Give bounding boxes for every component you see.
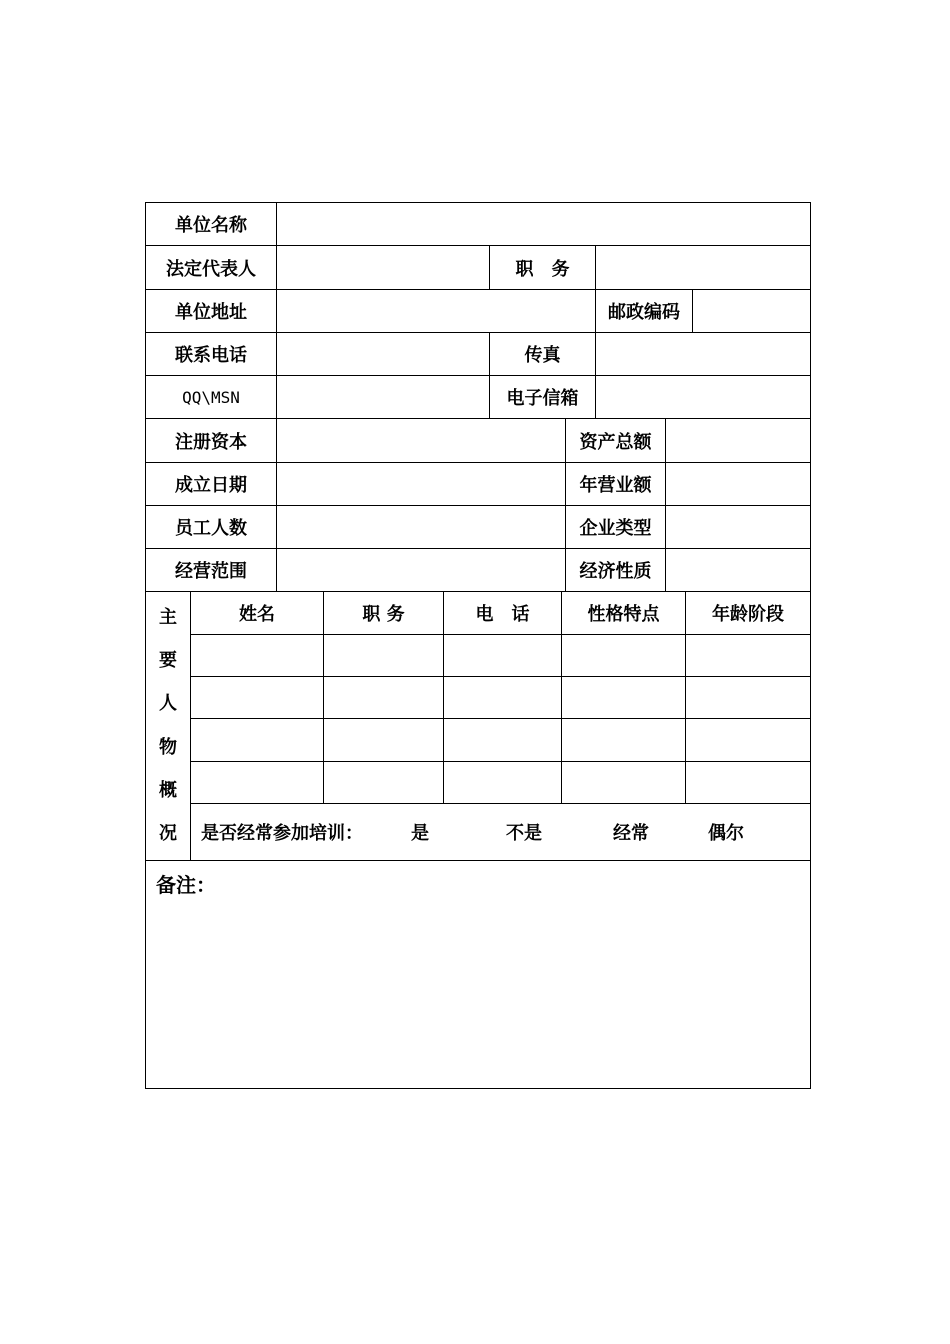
- annual-revenue-label: 年营业额: [565, 462, 666, 506]
- business-scope-label: 经营范围: [145, 548, 277, 592]
- phone-field[interactable]: [276, 332, 490, 376]
- address-field[interactable]: [276, 289, 596, 333]
- established-label: 成立日期: [145, 462, 277, 506]
- company-type-label: 企业类型: [565, 505, 666, 549]
- position-field[interactable]: [595, 245, 811, 290]
- training-row: [190, 803, 811, 861]
- people-cell[interactable]: [190, 761, 324, 804]
- people-title-char: 况: [159, 823, 177, 845]
- legal-rep-field[interactable]: [276, 245, 490, 290]
- people-cell[interactable]: [685, 634, 811, 677]
- people-cell[interactable]: [561, 634, 686, 677]
- training-option-often[interactable]: 经常: [613, 823, 649, 844]
- people-title-char: 人: [159, 693, 177, 715]
- unit-name-field[interactable]: [276, 202, 811, 246]
- training-option-yes[interactable]: 是: [411, 823, 429, 844]
- people-cell[interactable]: [443, 761, 562, 804]
- economic-nature-label: 经济性质: [565, 548, 666, 592]
- email-field[interactable]: [595, 375, 811, 419]
- legal-rep-label: 法定代表人: [145, 245, 277, 290]
- people-cell[interactable]: [561, 676, 686, 719]
- established-field[interactable]: [276, 462, 566, 506]
- fax-field[interactable]: [595, 332, 811, 376]
- phone-label: 联系电话: [145, 332, 277, 376]
- people-cell[interactable]: [561, 761, 686, 804]
- people-cell[interactable]: [323, 761, 444, 804]
- postcode-label: 邮政编码: [595, 289, 693, 333]
- people-cell[interactable]: [685, 676, 811, 719]
- employees-label: 员工人数: [145, 505, 277, 549]
- people-cell[interactable]: [323, 718, 444, 762]
- people-cell[interactable]: [561, 718, 686, 762]
- position-label: 职 务: [489, 245, 596, 290]
- notes-area[interactable]: [145, 860, 811, 1089]
- registered-capital-label: 注册资本: [145, 418, 277, 463]
- training-option-no[interactable]: 不是: [506, 823, 542, 844]
- employees-field[interactable]: [276, 505, 566, 549]
- people-title-char: 要: [159, 649, 177, 671]
- people-title-char: 概: [159, 779, 177, 801]
- people-cell[interactable]: [190, 634, 324, 677]
- people-title-char: 主: [159, 606, 177, 628]
- registered-capital-field[interactable]: [276, 418, 566, 463]
- unit-name-label: 单位名称: [145, 202, 277, 246]
- people-header-phone: 电 话: [443, 591, 562, 635]
- qq-msn-field[interactable]: [276, 375, 490, 419]
- address-label: 单位地址: [145, 289, 277, 333]
- total-assets-field[interactable]: [665, 418, 811, 463]
- people-header-position: 职 务: [323, 591, 444, 635]
- notes-label: 备注：: [156, 873, 216, 897]
- fax-label: 传真: [489, 332, 596, 376]
- people-cell[interactable]: [443, 718, 562, 762]
- people-cell[interactable]: [323, 634, 444, 677]
- economic-nature-field[interactable]: [665, 548, 811, 592]
- people-header-age: 年龄阶段: [685, 591, 811, 635]
- business-scope-field[interactable]: [276, 548, 566, 592]
- people-cell[interactable]: [443, 676, 562, 719]
- email-label: 电子信箱: [489, 375, 596, 419]
- people-section-title: [145, 591, 191, 861]
- people-cell[interactable]: [685, 761, 811, 804]
- company-type-field[interactable]: [665, 505, 811, 549]
- qq-msn-label: QQ\MSN: [145, 375, 277, 419]
- postcode-field[interactable]: [692, 289, 811, 333]
- people-cell[interactable]: [685, 718, 811, 762]
- people-header-personality: 性格特点: [561, 591, 686, 635]
- total-assets-label: 资产总额: [565, 418, 666, 463]
- people-cell[interactable]: [323, 676, 444, 719]
- training-option-occasionally[interactable]: 偶尔: [708, 823, 744, 844]
- people-cell[interactable]: [190, 718, 324, 762]
- people-cell[interactable]: [190, 676, 324, 719]
- people-header-name: 姓名: [190, 591, 324, 635]
- people-title-char: 物: [159, 736, 177, 758]
- annual-revenue-field[interactable]: [665, 462, 811, 506]
- training-question: 是否经常参加培训：: [201, 823, 363, 844]
- people-cell[interactable]: [443, 634, 562, 677]
